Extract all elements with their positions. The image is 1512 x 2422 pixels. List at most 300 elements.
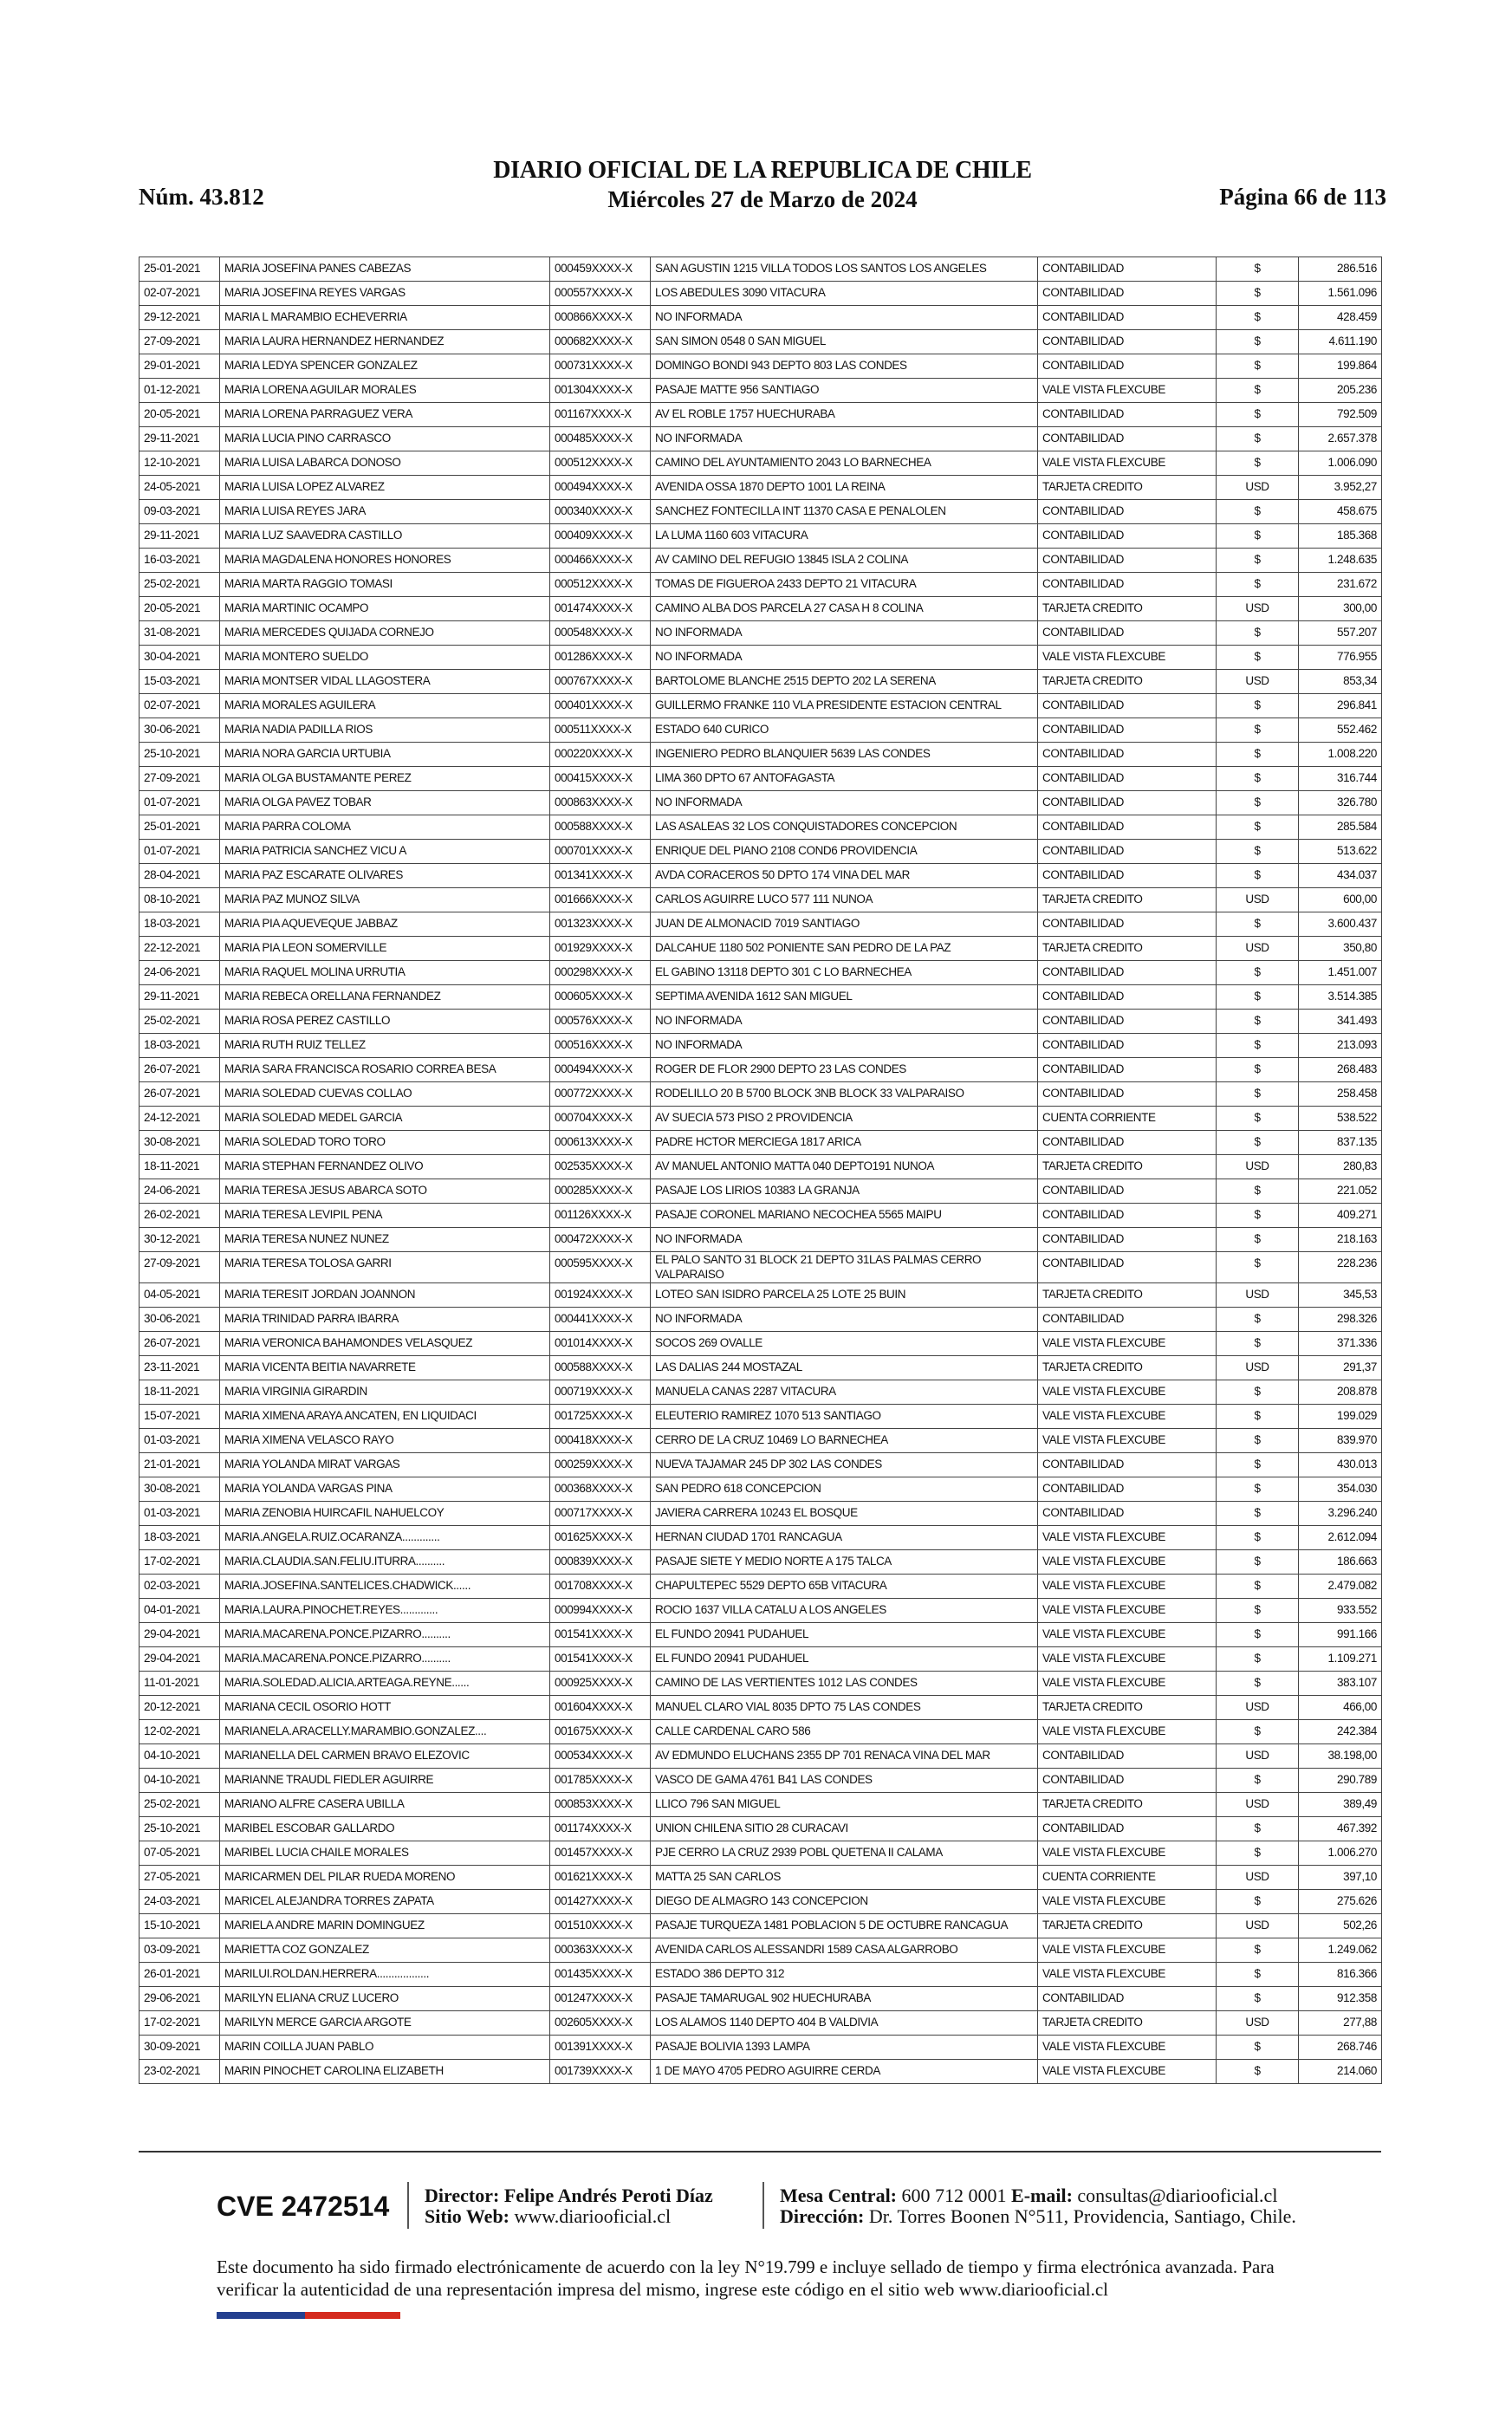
- product-cell: VALE VISTA FLEXCUBE: [1038, 1526, 1217, 1550]
- id-cell: 001929XXXX-X: [550, 937, 651, 961]
- name-cell: MARIANELLA DEL CARMEN BRAVO ELEZOVIC: [220, 1744, 550, 1769]
- currency-cell: $: [1217, 1720, 1299, 1744]
- table-row: [140, 670, 1382, 694]
- id-cell: 000512XXXX-X: [550, 451, 651, 476]
- amount-cell: 792.509: [1299, 403, 1382, 427]
- id-cell: 000772XXXX-X: [550, 1082, 651, 1107]
- name-cell: MARIA REBECA ORELLANA FERNANDEZ: [220, 985, 550, 1010]
- address-cell: PASAJE TURQUEZA 1481 POBLACION 5 DE OCTUBRE RANCAGUA: [651, 1914, 1038, 1938]
- table-row: [140, 1623, 1382, 1647]
- amount-cell: 218.163: [1299, 1228, 1382, 1252]
- product-cell: CONTABILIDAD: [1038, 1010, 1217, 1034]
- name-cell: MARIA PATRICIA SANCHEZ VICU A: [220, 840, 550, 864]
- table-row: [140, 1252, 1382, 1283]
- name-cell: MARIA LUZ SAAVEDRA CASTILLO: [220, 524, 550, 549]
- name-cell: MARIA ZENOBIA HUIRCAFIL NAHUELCOY: [220, 1502, 550, 1526]
- name-cell: MARIA TERESA JESUS ABARCA SOTO: [220, 1179, 550, 1204]
- date-cell: 15-03-2021: [140, 670, 220, 694]
- id-cell: 001708XXXX-X: [550, 1575, 651, 1599]
- amount-cell: 1.248.635: [1299, 549, 1382, 573]
- name-cell: MARIA SOLEDAD MEDEL GARCIA: [220, 1107, 550, 1131]
- amount-cell: 816.366: [1299, 1963, 1382, 1987]
- id-cell: 000512XXXX-X: [550, 573, 651, 597]
- date-cell: 29-11-2021: [140, 427, 220, 451]
- currency-cell: $: [1217, 1082, 1299, 1107]
- product-cell: CONTABILIDAD: [1038, 718, 1217, 743]
- name-cell: MARIA RUTH RUIZ TELLEZ: [220, 1034, 550, 1058]
- date-cell: 29-11-2021: [140, 985, 220, 1010]
- date-cell: 26-07-2021: [140, 1058, 220, 1082]
- product-cell: CONTABILIDAD: [1038, 282, 1217, 306]
- currency-cell: $: [1217, 257, 1299, 282]
- name-cell: MARIA MONTSER VIDAL LLAGOSTERA: [220, 670, 550, 694]
- address-cell: PJE CERRO LA CRUZ 2939 POBL QUETENA II CALAMA: [651, 1841, 1038, 1866]
- table-row: [140, 864, 1382, 888]
- address-cell: JAVIERA CARRERA 10243 EL BOSQUE: [651, 1502, 1038, 1526]
- table-row: [140, 403, 1382, 427]
- amount-cell: 1.249.062: [1299, 1938, 1382, 1963]
- address-cell: EL PALO SANTO 31 BLOCK 21 DEPTO 31LAS PALMAS CERRO VALPARAISO: [651, 1252, 1038, 1283]
- date-cell: 30-08-2021: [140, 1131, 220, 1155]
- footer-director-block: [425, 2185, 713, 2227]
- amount-cell: 991.166: [1299, 1623, 1382, 1647]
- currency-cell: USD: [1217, 1866, 1299, 1890]
- table-row: [140, 840, 1382, 864]
- table-row: [140, 1744, 1382, 1769]
- address-cell: ENRIQUE DEL PIANO 2108 COND6 PROVIDENCIA: [651, 840, 1038, 864]
- name-cell: MARIA SOLEDAD CUEVAS COLLAO: [220, 1082, 550, 1107]
- product-cell: VALE VISTA FLEXCUBE: [1038, 1938, 1217, 1963]
- amount-cell: 291,37: [1299, 1356, 1382, 1380]
- name-cell: MARIA MARTINIC OCAMPO: [220, 597, 550, 621]
- currency-cell: $: [1217, 621, 1299, 646]
- name-cell: MARIA RAQUEL MOLINA URRUTIA: [220, 961, 550, 985]
- issue-number: Núm. 43.812: [139, 184, 264, 210]
- product-cell: CONTABILIDAD: [1038, 427, 1217, 451]
- address-cell: NO INFORMADA: [651, 1308, 1038, 1332]
- id-cell: 000839XXXX-X: [550, 1550, 651, 1575]
- id-cell: 000485XXXX-X: [550, 427, 651, 451]
- table-row: [140, 306, 1382, 330]
- name-cell: MARIN PINOCHET CAROLINA ELIZABETH: [220, 2060, 550, 2084]
- name-cell: MARIA PIA LEON SOMERVILLE: [220, 937, 550, 961]
- product-cell: TARJETA CREDITO: [1038, 1155, 1217, 1179]
- date-cell: 24-06-2021: [140, 1179, 220, 1204]
- address-cell: NO INFORMADA: [651, 427, 1038, 451]
- id-cell: 001924XXXX-X: [550, 1283, 651, 1308]
- date-cell: 04-10-2021: [140, 1769, 220, 1793]
- id-cell: 000259XXXX-X: [550, 1453, 651, 1477]
- address-cell: DIEGO DE ALMAGRO 143 CONCEPCION: [651, 1890, 1038, 1914]
- product-cell: CUENTA CORRIENTE: [1038, 1866, 1217, 1890]
- id-cell: 001474XXXX-X: [550, 597, 651, 621]
- amount-cell: 280,83: [1299, 1155, 1382, 1179]
- address-cell: NO INFORMADA: [651, 791, 1038, 815]
- id-cell: 001725XXXX-X: [550, 1405, 651, 1429]
- name-cell: MARIA XIMENA VELASCO RAYO: [220, 1429, 550, 1453]
- date-cell: 27-05-2021: [140, 1866, 220, 1890]
- table-row: [140, 961, 1382, 985]
- currency-cell: $: [1217, 1963, 1299, 1987]
- currency-cell: $: [1217, 573, 1299, 597]
- table-row: [140, 282, 1382, 306]
- name-cell: MARICARMEN DEL PILAR RUEDA MORENO: [220, 1866, 550, 1890]
- address-cell: MANUEL CLARO VIAL 8035 DPTO 75 LAS CONDES: [651, 1696, 1038, 1720]
- date-cell: 29-12-2021: [140, 306, 220, 330]
- address-cell: LLICO 796 SAN MIGUEL: [651, 1793, 1038, 1817]
- id-cell: 000401XXXX-X: [550, 694, 651, 718]
- table-row: [140, 2036, 1382, 2060]
- table-row: [140, 573, 1382, 597]
- id-cell: 000285XXXX-X: [550, 1179, 651, 1204]
- product-cell: CONTABILIDAD: [1038, 694, 1217, 718]
- amount-cell: 3.296.240: [1299, 1502, 1382, 1526]
- table-row: [140, 1647, 1382, 1672]
- table-row: [140, 767, 1382, 791]
- name-cell: MARIA TERESIT JORDAN JOANNON: [220, 1283, 550, 1308]
- id-cell: 000994XXXX-X: [550, 1599, 651, 1623]
- id-cell: 000557XXXX-X: [550, 282, 651, 306]
- date-cell: 17-02-2021: [140, 1550, 220, 1575]
- address-cell: NO INFORMADA: [651, 1010, 1038, 1034]
- amount-cell: 296.841: [1299, 694, 1382, 718]
- currency-cell: $: [1217, 1526, 1299, 1550]
- currency-cell: $: [1217, 403, 1299, 427]
- amount-cell: 2.612.094: [1299, 1526, 1382, 1550]
- masthead: [139, 156, 1386, 213]
- publication-title: DIARIO OFICIAL DE LA REPUBLICA DE CHILE: [493, 157, 1032, 184]
- table-row: [140, 1107, 1382, 1131]
- currency-cell: $: [1217, 1477, 1299, 1502]
- amount-cell: 199.029: [1299, 1405, 1382, 1429]
- product-cell: CONTABILIDAD: [1038, 1987, 1217, 2011]
- id-cell: 001457XXXX-X: [550, 1841, 651, 1866]
- date-cell: 27-09-2021: [140, 1252, 220, 1283]
- product-cell: CONTABILIDAD: [1038, 1131, 1217, 1155]
- amount-cell: 208.878: [1299, 1380, 1382, 1405]
- currency-cell: USD: [1217, 2011, 1299, 2036]
- name-cell: MARIA.SOLEDAD.ALICIA.ARTEAGA.REYNE......: [220, 1672, 550, 1696]
- name-cell: MARIETTA COZ GONZALEZ: [220, 1938, 550, 1963]
- currency-cell: $: [1217, 1623, 1299, 1647]
- name-cell: MARIA.JOSEFINA.SANTELICES.CHADWICK......: [220, 1575, 550, 1599]
- signature-disclaimer: Este documento ha sido firmado electrónicamente de acuerdo con la ley N°19.799 e incluye sellado de tiempo y firma electrónica avanzada. Para verificar la autenticidad de una representación impresa del mismo, ingrese este código en el sitio web www.diariooficial.cl: [217, 2256, 1275, 2300]
- address-cell: INGENIERO PEDRO BLANQUIER 5639 LAS CONDES: [651, 743, 1038, 767]
- currency-cell: $: [1217, 1107, 1299, 1131]
- table-row: [140, 1283, 1382, 1308]
- table-row: [140, 646, 1382, 670]
- table-row: [140, 1034, 1382, 1058]
- id-cell: 001427XXXX-X: [550, 1890, 651, 1914]
- table-row: [140, 549, 1382, 573]
- name-cell: MARILUI.ROLDAN.HERRERA..................: [220, 1963, 550, 1987]
- address-cell: PASAJE LOS LIRIOS 10383 LA GRANJA: [651, 1179, 1038, 1204]
- table-row: [140, 500, 1382, 524]
- currency-cell: $: [1217, 864, 1299, 888]
- currency-cell: $: [1217, 427, 1299, 451]
- product-cell: CUENTA CORRIENTE: [1038, 1107, 1217, 1131]
- currency-cell: $: [1217, 1769, 1299, 1793]
- name-cell: MARIA PIA AQUEVEQUE JABBAZ: [220, 912, 550, 937]
- amount-cell: 221.052: [1299, 1179, 1382, 1204]
- table-row: [140, 888, 1382, 912]
- table-row: [140, 985, 1382, 1010]
- product-cell: CONTABILIDAD: [1038, 330, 1217, 354]
- currency-cell: $: [1217, 791, 1299, 815]
- currency-cell: USD: [1217, 1914, 1299, 1938]
- address-cell: NO INFORMADA: [651, 306, 1038, 330]
- date-cell: 25-02-2021: [140, 573, 220, 597]
- currency-cell: $: [1217, 1987, 1299, 2011]
- date-cell: 03-09-2021: [140, 1938, 220, 1963]
- currency-cell: $: [1217, 330, 1299, 354]
- name-cell: MARILYN ELIANA CRUZ LUCERO: [220, 1987, 550, 2011]
- table-row: [140, 1204, 1382, 1228]
- id-cell: 000605XXXX-X: [550, 985, 651, 1010]
- date-cell: 26-02-2021: [140, 1204, 220, 1228]
- currency-cell: $: [1217, 282, 1299, 306]
- table-row: [140, 1502, 1382, 1526]
- currency-cell: $: [1217, 1890, 1299, 1914]
- address-cell: SANCHEZ FONTECILLA INT 11370 CASA E PENALOLEN: [651, 500, 1038, 524]
- id-cell: 000298XXXX-X: [550, 961, 651, 985]
- amount-cell: 275.626: [1299, 1890, 1382, 1914]
- product-cell: TARJETA CREDITO: [1038, 476, 1217, 500]
- id-cell: 000576XXXX-X: [550, 1010, 651, 1034]
- address-cell: DALCAHUE 1180 502 PONIENTE SAN PEDRO DE LA PAZ: [651, 937, 1038, 961]
- date-cell: 20-05-2021: [140, 403, 220, 427]
- name-cell: MARIA LORENA PARRAGUEZ VERA: [220, 403, 550, 427]
- table-row: [140, 1228, 1382, 1252]
- product-cell: CONTABILIDAD: [1038, 840, 1217, 864]
- product-cell: VALE VISTA FLEXCUBE: [1038, 1599, 1217, 1623]
- name-cell: MARIA L MARAMBIO ECHEVERRIA: [220, 306, 550, 330]
- address-cell: JUAN DE ALMONACID 7019 SANTIAGO: [651, 912, 1038, 937]
- table-row: [140, 524, 1382, 549]
- table-row: [140, 1526, 1382, 1550]
- date-cell: 22-12-2021: [140, 937, 220, 961]
- currency-cell: $: [1217, 1058, 1299, 1082]
- table-row: [140, 1131, 1382, 1155]
- product-cell: CONTABILIDAD: [1038, 1453, 1217, 1477]
- date-cell: 17-02-2021: [140, 2011, 220, 2036]
- date-cell: 30-09-2021: [140, 2036, 220, 2060]
- name-cell: MARIELA ANDRE MARIN DOMINGUEZ: [220, 1914, 550, 1938]
- address-cell: NO INFORMADA: [651, 1034, 1038, 1058]
- currency-cell: USD: [1217, 1696, 1299, 1720]
- name-cell: MARIA VICENTA BEITIA NAVARRETE: [220, 1356, 550, 1380]
- records-table-body: [140, 257, 1382, 2084]
- name-cell: MARIA YOLANDA VARGAS PINA: [220, 1477, 550, 1502]
- date-cell: 04-10-2021: [140, 1744, 220, 1769]
- id-cell: 000925XXXX-X: [550, 1672, 651, 1696]
- currency-cell: $: [1217, 2036, 1299, 2060]
- product-cell: VALE VISTA FLEXCUBE: [1038, 1380, 1217, 1405]
- amount-cell: 205.236: [1299, 379, 1382, 403]
- name-cell: MARIA TERESA TOLOSA GARRI: [220, 1252, 550, 1283]
- email-link[interactable]: consultas@diariooficial.cl: [1077, 2185, 1278, 2206]
- flag-stripe-red: [305, 2312, 400, 2319]
- address-cell: CERRO DE LA CRUZ 10469 LO BARNECHEA: [651, 1429, 1038, 1453]
- date-cell: 27-09-2021: [140, 767, 220, 791]
- table-row: [140, 743, 1382, 767]
- date-cell: 18-03-2021: [140, 1034, 220, 1058]
- name-cell: MARIA STEPHAN FERNANDEZ OLIVO: [220, 1155, 550, 1179]
- date-cell: 29-04-2021: [140, 1623, 220, 1647]
- address-cell: SOCOS 269 OVALLE: [651, 1332, 1038, 1356]
- table-row: [140, 1963, 1382, 1987]
- address-cell: MATTA 25 SAN CARLOS: [651, 1866, 1038, 1890]
- address-cell: DOMINGO BONDI 943 DEPTO 803 LAS CONDES: [651, 354, 1038, 379]
- amount-cell: 1.006.270: [1299, 1841, 1382, 1866]
- date-cell: 11-01-2021: [140, 1672, 220, 1696]
- amount-cell: 776.955: [1299, 646, 1382, 670]
- address-cell: RODELILLO 20 B 5700 BLOCK 3NB BLOCK 33 VALPARAISO: [651, 1082, 1038, 1107]
- website-link[interactable]: www.diariooficial.cl: [514, 2205, 672, 2227]
- address-cell: PASAJE CORONEL MARIANO NECOCHEA 5565 MAIPU: [651, 1204, 1038, 1228]
- id-cell: 000340XXXX-X: [550, 500, 651, 524]
- address-cell: AVENIDA OSSA 1870 DEPTO 1001 LA REINA: [651, 476, 1038, 500]
- amount-cell: 3.952,27: [1299, 476, 1382, 500]
- date-cell: 12-10-2021: [140, 451, 220, 476]
- id-cell: 000534XXXX-X: [550, 1744, 651, 1769]
- product-cell: CONTABILIDAD: [1038, 1058, 1217, 1082]
- product-cell: CONTABILIDAD: [1038, 815, 1217, 840]
- name-cell: MARIA TRINIDAD PARRA IBARRA: [220, 1308, 550, 1332]
- name-cell: MARIA.ANGELA.RUIZ.OCARANZA.............: [220, 1526, 550, 1550]
- date-cell: 24-06-2021: [140, 961, 220, 985]
- currency-cell: $: [1217, 1380, 1299, 1405]
- date-cell: 12-02-2021: [140, 1720, 220, 1744]
- amount-cell: 345,53: [1299, 1283, 1382, 1308]
- address-cell: AV EL ROBLE 1757 HUECHURABA: [651, 403, 1038, 427]
- date-cell: 18-11-2021: [140, 1380, 220, 1405]
- currency-cell: $: [1217, 500, 1299, 524]
- table-row: [140, 1793, 1382, 1817]
- currency-cell: USD: [1217, 1744, 1299, 1769]
- table-row: [140, 1575, 1382, 1599]
- id-cell: 000466XXXX-X: [550, 549, 651, 573]
- name-cell: MARIA OLGA PAVEZ TOBAR: [220, 791, 550, 815]
- address-cell: MANUELA CANAS 2287 VITACURA: [651, 1380, 1038, 1405]
- table-row: [140, 1477, 1382, 1502]
- product-cell: VALE VISTA FLEXCUBE: [1038, 1647, 1217, 1672]
- address-cell: PADRE HCTOR MERCIEGA 1817 ARICA: [651, 1131, 1038, 1155]
- amount-cell: 290.789: [1299, 1769, 1382, 1793]
- table-row: [140, 1672, 1382, 1696]
- amount-cell: 3.514.385: [1299, 985, 1382, 1010]
- date-cell: 31-08-2021: [140, 621, 220, 646]
- amount-cell: 3.600.437: [1299, 912, 1382, 937]
- name-cell: MARIA VERONICA BAHAMONDES VELASQUEZ: [220, 1332, 550, 1356]
- product-cell: TARJETA CREDITO: [1038, 1356, 1217, 1380]
- amount-cell: 2.657.378: [1299, 427, 1382, 451]
- product-cell: VALE VISTA FLEXCUBE: [1038, 1575, 1217, 1599]
- currency-cell: $: [1217, 1841, 1299, 1866]
- amount-cell: 316.744: [1299, 767, 1382, 791]
- date-cell: 29-04-2021: [140, 1647, 220, 1672]
- id-cell: 000595XXXX-X: [550, 1252, 651, 1283]
- product-cell: VALE VISTA FLEXCUBE: [1038, 1429, 1217, 1453]
- id-cell: 001675XXXX-X: [550, 1720, 651, 1744]
- product-cell: VALE VISTA FLEXCUBE: [1038, 451, 1217, 476]
- address-cell: LAS DALIAS 244 MOSTAZAL: [651, 1356, 1038, 1380]
- amount-cell: 199.864: [1299, 354, 1382, 379]
- address-cell: LOS ALAMOS 1140 DEPTO 404 B VALDIVIA: [651, 2011, 1038, 2036]
- currency-cell: USD: [1217, 597, 1299, 621]
- product-cell: CONTABILIDAD: [1038, 500, 1217, 524]
- address-cell: SEPTIMA AVENIDA 1612 SAN MIGUEL: [651, 985, 1038, 1010]
- currency-cell: $: [1217, 1817, 1299, 1841]
- product-cell: VALE VISTA FLEXCUBE: [1038, 1405, 1217, 1429]
- id-cell: 000511XXXX-X: [550, 718, 651, 743]
- amount-cell: 228.236: [1299, 1252, 1382, 1283]
- name-cell: MARIA SOLEDAD TORO TORO: [220, 1131, 550, 1155]
- product-cell: CONTABILIDAD: [1038, 1082, 1217, 1107]
- name-cell: MARIBEL ESCOBAR GALLARDO: [220, 1817, 550, 1841]
- name-cell: MARIA YOLANDA MIRAT VARGAS: [220, 1453, 550, 1477]
- table-row: [140, 1987, 1382, 2011]
- address-cell: GUILLERMO FRANKE 110 VLA PRESIDENTE ESTACION CENTRAL: [651, 694, 1038, 718]
- amount-cell: 1.006.090: [1299, 451, 1382, 476]
- address-cell: PASAJE SIETE Y MEDIO NORTE A 175 TALCA: [651, 1550, 1038, 1575]
- currency-cell: USD: [1217, 476, 1299, 500]
- footer-separator: [762, 2182, 764, 2229]
- table-row: [140, 1405, 1382, 1429]
- product-cell: CONTABILIDAD: [1038, 573, 1217, 597]
- currency-cell: $: [1217, 1034, 1299, 1058]
- address-cell: AV EDMUNDO ELUCHANS 2355 DP 701 RENACA VINA DEL MAR: [651, 1744, 1038, 1769]
- name-cell: MARIA.CLAUDIA.SAN.FELIU.ITURRA..........: [220, 1550, 550, 1575]
- product-cell: VALE VISTA FLEXCUBE: [1038, 2060, 1217, 2084]
- address-cell: LIMA 360 DPTO 67 ANTOFAGASTA: [651, 767, 1038, 791]
- id-cell: 000767XXXX-X: [550, 670, 651, 694]
- cve-code: CVE 2472514: [217, 2191, 390, 2222]
- table-row: [140, 718, 1382, 743]
- product-cell: TARJETA CREDITO: [1038, 1696, 1217, 1720]
- name-cell: MARIANNE TRAUDL FIEDLER AGUIRRE: [220, 1769, 550, 1793]
- table-row: [140, 427, 1382, 451]
- id-cell: 001541XXXX-X: [550, 1623, 651, 1647]
- product-cell: CONTABILIDAD: [1038, 767, 1217, 791]
- id-cell: 000866XXXX-X: [550, 306, 651, 330]
- footer-contact-block: [780, 2185, 1296, 2227]
- date-cell: 09-03-2021: [140, 500, 220, 524]
- date-cell: 01-03-2021: [140, 1502, 220, 1526]
- address-cell: LA LUMA 1160 603 VITACURA: [651, 524, 1038, 549]
- address-cell: SAN SIMON 0548 0 SAN MIGUEL: [651, 330, 1038, 354]
- date-cell: 18-03-2021: [140, 912, 220, 937]
- product-cell: CONTABILIDAD: [1038, 524, 1217, 549]
- date-cell: 30-06-2021: [140, 1308, 220, 1332]
- table-row: [140, 791, 1382, 815]
- amount-cell: 397,10: [1299, 1866, 1382, 1890]
- date-cell: 24-12-2021: [140, 1107, 220, 1131]
- table-row: [140, 2060, 1382, 2084]
- currency-cell: $: [1217, 1647, 1299, 1672]
- address-cell: EL FUNDO 20941 PUDAHUEL: [651, 1647, 1038, 1672]
- address-cell: NO INFORMADA: [651, 621, 1038, 646]
- table-row: [140, 1010, 1382, 1034]
- amount-cell: 600,00: [1299, 888, 1382, 912]
- id-cell: 001739XXXX-X: [550, 2060, 651, 2084]
- amount-cell: 839.970: [1299, 1429, 1382, 1453]
- name-cell: MARIANA CECIL OSORIO HOTT: [220, 1696, 550, 1720]
- product-cell: CONTABILIDAD: [1038, 1817, 1217, 1841]
- date-cell: 30-04-2021: [140, 646, 220, 670]
- address-cell: PASAJE TAMARUGAL 902 HUECHURABA: [651, 1987, 1038, 2011]
- amount-cell: 258.458: [1299, 1082, 1382, 1107]
